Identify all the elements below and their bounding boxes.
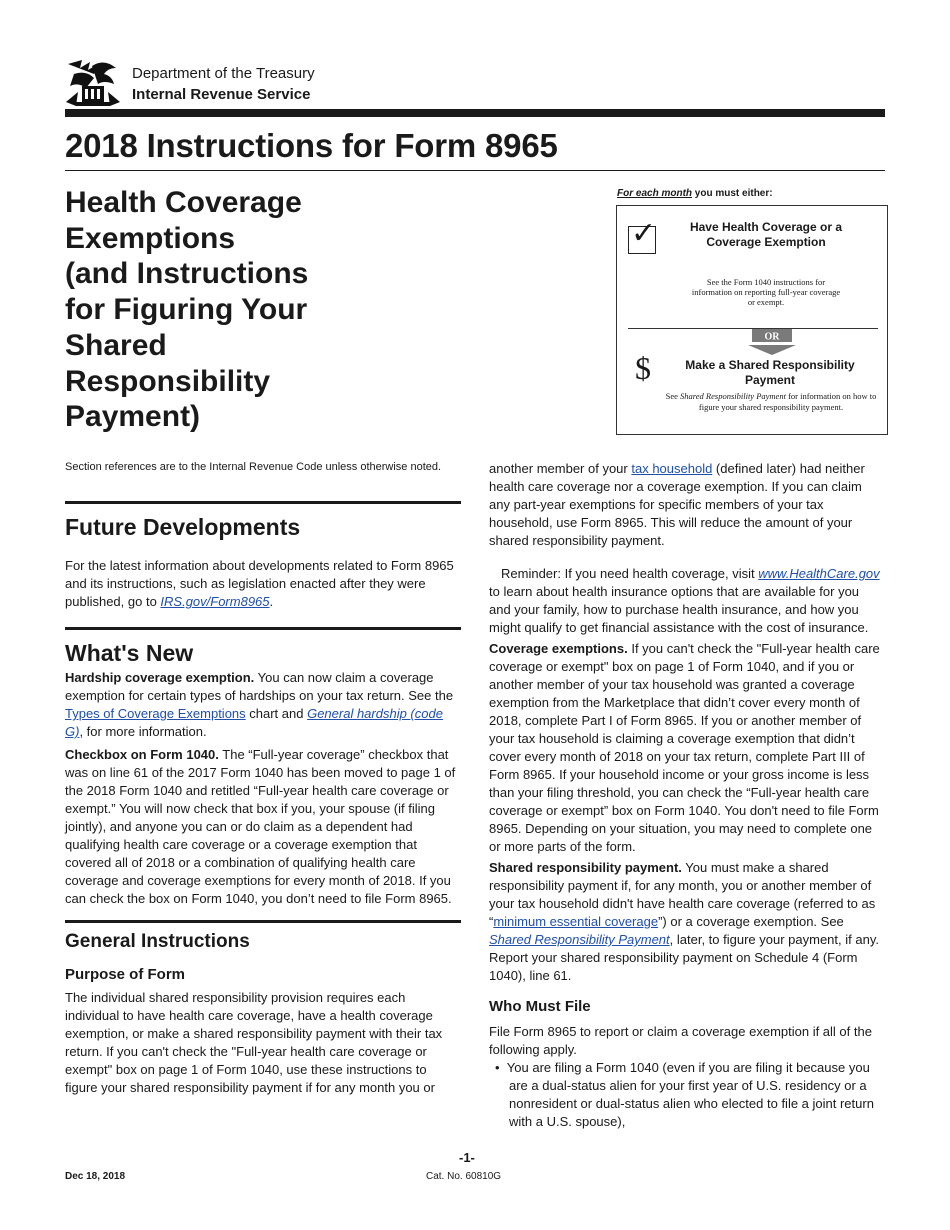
callout-caption-rest: you must either: xyxy=(692,188,773,199)
section-rule xyxy=(65,920,461,923)
p1-pre: another member of your xyxy=(489,461,632,476)
subtitle-line: (and Instructions xyxy=(65,257,309,291)
who-must-file-bullet xyxy=(489,1059,881,1131)
irs-eagle-logo-icon xyxy=(64,58,122,108)
subtitle-line: for Figuring Your xyxy=(65,293,308,327)
section-rule xyxy=(65,501,461,504)
minimum-essential-coverage-link[interactable]: minimum essential coverage xyxy=(493,914,659,929)
title-rule xyxy=(65,170,885,171)
heading-who-must-file: Who Must File xyxy=(489,998,591,1015)
hardship-text: You can now claim a coverage exemption for certain types of hardships on your tax return. See the xyxy=(65,670,454,703)
subtitle-line: Responsibility xyxy=(65,364,271,398)
p1-post: (defined later) had neither health care coverage nor a coverage exemption. If you can claim any part-year exemptions for specific members of your tax household, use Form 8965. This will reduce the amount of your shared responsibility payment. xyxy=(489,461,865,548)
right-column xyxy=(489,460,881,1131)
subtitle-line: Shared xyxy=(65,328,167,362)
have-coverage-note: See the Form 1040 instructions for information on reporting full-year coverage or exempt. xyxy=(691,277,841,307)
catalog-number: Cat. No. 60810G xyxy=(426,1171,502,1182)
section-rule xyxy=(65,627,461,630)
department-name: Department of the Treasury xyxy=(132,65,315,82)
hardship-end: , for more information. xyxy=(79,724,207,739)
purpose-paragraph: The individual shared responsibility provision requires each individual to have health care coverage, have a health coverage exemption, or make a shared responsibility payment with their tax return. If you can't check the "Full-year health care coverage or exempt" box on page 1 of Form 1040, use these instructions to figure your shared responsibility payment if for any month you or xyxy=(65,990,443,1095)
hardship-paragraph xyxy=(65,669,461,741)
heading-future-developments: Future Developments xyxy=(65,514,301,540)
callout-caption-emphasis: For each month xyxy=(617,188,693,199)
checkbox-paragraph xyxy=(65,746,461,908)
or-label: OR xyxy=(764,331,780,343)
exempt-lead: Coverage exemptions. xyxy=(489,641,628,656)
make-note-emphasis: Shared Responsibility Payment xyxy=(680,391,786,401)
tax-household-link[interactable]: tax household xyxy=(631,461,713,476)
srp-text: You must make a shared responsibility payment if, for any month, you or another member of your tax household didn't have health care coverage (referred to as “ xyxy=(489,860,876,929)
reminder-pre: Reminder: If you need health coverage, visit xyxy=(501,566,759,581)
types-of-coverage-exemptions-link[interactable]: Types of Coverage Exemptions xyxy=(65,706,246,721)
coverage-exemptions-paragraph xyxy=(489,640,881,856)
future-developments-text xyxy=(65,557,461,611)
heading-purpose-of-form: Purpose of Form xyxy=(65,966,186,983)
irs-form8965-link[interactable]: IRS.gov/Form8965 xyxy=(160,594,270,609)
hardship-lead: Hardship coverage exemption. xyxy=(65,670,255,685)
callout-caption xyxy=(617,188,773,199)
page-title: 2018 Instructions for Form 8965 xyxy=(65,127,558,164)
checkbox-text: The “Full-year coverage” checkbox that was on line 61 of the 2017 Form 1040 has been moved to page 1 of the 2018 Form 1040 and retitled “Full-year health care coverage or exempt.” You will now check that box if you, your spouse (if filing jointly), and anyone you can or do claim as a dependent had qualifying health care coverage or a coverage exemption that covered all of 2018 or a combination of qualifying health care coverage and coverage exemptions for every month of 2018. If you can check the box on Form 1040, you don’t need to file Form 8965. xyxy=(65,747,456,906)
general-hardship-link[interactable]: General hardship (code G) xyxy=(65,706,443,739)
srp-lead: Shared responsibility payment. xyxy=(489,860,682,875)
heading-whats-new: What's New xyxy=(65,640,194,666)
heading-general-instructions: General Instructions xyxy=(65,931,250,952)
make-note-pre: See xyxy=(665,391,681,401)
future-end: . xyxy=(269,594,274,609)
shared-responsibility-paragraph xyxy=(489,859,881,985)
header-thick-rule xyxy=(65,109,885,117)
document-subtitle xyxy=(65,185,385,435)
dollar-icon: $ xyxy=(635,350,651,386)
reminder-post: to learn about health insurance options that are available for you and your family, how to purchase health insurance, and how you might qualify to get financial assistance with the cost of insurance. xyxy=(489,584,869,635)
make-note-post: for information on how to figure your shared responsibility payment. xyxy=(698,391,877,412)
have-coverage-title: Have Health Coverage or a Coverage Exemption xyxy=(689,220,843,249)
subtitle-line: Payment) xyxy=(65,400,201,434)
checkmark-icon: ✓ xyxy=(631,216,657,251)
section-references-note: Section references are to the Internal Revenue Code unless otherwise noted. xyxy=(65,461,442,473)
who-must-file-paragraph: File Form 8965 to report or claim a coverage exemption if all of the following apply. xyxy=(489,1024,872,1057)
tax-household-paragraph xyxy=(489,460,881,550)
page-number: -1- xyxy=(459,1150,475,1165)
or-arrow-icon xyxy=(748,329,796,355)
bullet-icon: • xyxy=(495,1060,500,1075)
make-payment-title: Make a Shared Responsibility Payment xyxy=(685,358,855,387)
shared-responsibility-payment-link[interactable]: Shared Responsibility Payment xyxy=(489,932,670,947)
future-text: For the latest information about developments related to Form 8965 and its instructions, such as legislation enacted after they were published, go to xyxy=(65,558,454,609)
healthcare-gov-link[interactable]: www.HealthCare.gov xyxy=(758,566,880,581)
reminder-paragraph xyxy=(489,565,881,637)
left-column xyxy=(65,460,461,1097)
exempt-text: If you can't check the "Full-year health care coverage or exempt" box on page 1 of Form 1040, and if you or another member of your tax household was granted a coverage exemption from the Marketplace that didn’t cover every month of 2018, complete Part I of Form 8965. If you or another member of your tax household is claiming a coverage exemption that didn’t cover every month of 2018 on your tax return, complete Part III of Form 8965. If your household income or your gross income is less than your filing threshold, you can check the “Full-year health care coverage or exempt” box on Form 1040. You don't need to file Form 8965. Depending on your situation, you may need to complete one or more parts of the form. xyxy=(489,641,880,854)
hardship-mid: chart and xyxy=(245,706,308,721)
bullet-text: You are filing a Form 1040 (even if you are filing it because you are a dual-status alien for your first year of U.S. residency or a nonresident or dual-status alien who elected to file a joint return with a U.S. spouse), xyxy=(506,1060,874,1129)
srp-mid: ”) or a coverage exemption. See xyxy=(658,914,844,929)
revision-date: Dec 18, 2018 xyxy=(65,1171,126,1182)
make-payment-note xyxy=(660,391,882,412)
subtitle-line: Health Coverage xyxy=(65,186,302,219)
checkbox-lead: Checkbox on Form 1040. xyxy=(65,747,219,762)
srp-end: , later, to figure your payment, if any. Report your shared responsibility payment on Schedule 4 (Form 1040), line 61. xyxy=(489,932,879,983)
agency-name: Internal Revenue Service xyxy=(132,86,311,103)
subtitle-line: Exemptions xyxy=(65,221,236,255)
